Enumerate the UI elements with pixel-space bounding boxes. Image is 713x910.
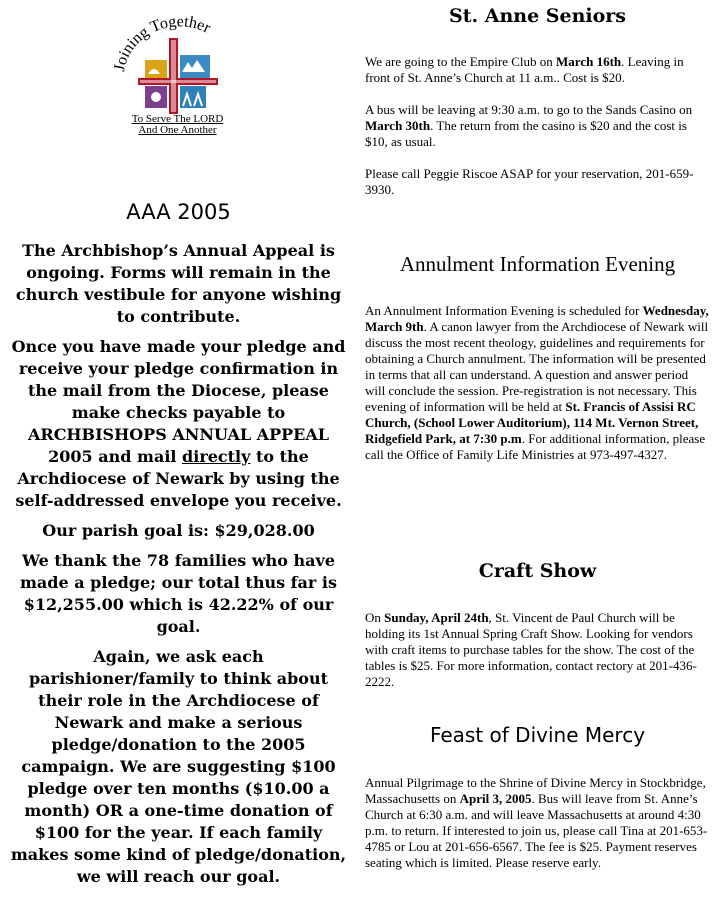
date-text: March 16th [556, 54, 622, 69]
text: . A canon lawyer from the Archdiocese of Newark will discuss the most recent theology, guidelines and requirements for obtaining a Church annulment. The information will be presented in terms that all can understand. A question and answer period will conclude the session. Pre-registration is not necessary. This evening of information will be held at [365, 319, 709, 414]
aaa-paragraph: The Archbishop’s Annual Appeal is ongoing. Forms will remain in the church vestibule for anyone wishing to contribute. [15, 241, 342, 326]
date-text: April 3, 2005 [459, 791, 532, 806]
craft-show-text [365, 610, 710, 706]
aaa-paragraph [8, 336, 349, 512]
aaa-text: to the Archdiocese of Newark by using the self-addressed envelope you receive. [15, 447, 342, 510]
aaa-paragraph: Again, we ask each parishioner/family to think about their role in the Archdiocese of Newark and make a serious pledge/donation to the 2005 campaign. We are suggesting $100 pledge over ten months ($10.00 a month) OR a one-time donation of $100 for the year. If each family makes some kind of pledge/donation, we will reach our goal. [10, 647, 347, 886]
seniors-paragraph [365, 102, 710, 150]
text: A bus will be leaving at 9:30 a.m. to go to the Sands Casino on [365, 102, 693, 117]
date-text: Wednesday, March 9th [365, 303, 709, 334]
aaa-body [8, 240, 349, 896]
text: An Annulment Information Evening is scheduled for [365, 303, 643, 318]
seniors-text [365, 54, 710, 214]
joining-together-logo [110, 10, 245, 140]
cross-logo-icon [110, 10, 245, 114]
location-text: St. Francis of Assisi RC Church, (School Lower Auditorium), 114 Mt. Vernon Street, Ridgefield Park, at 7:30 p.m [365, 399, 699, 446]
annulment-paragraph [365, 303, 710, 463]
logo-motto-line: And One Another [138, 124, 217, 136]
mercy-paragraph [365, 775, 710, 871]
parish-goal: Our parish goal is: $29,028.00 [42, 521, 315, 540]
text: . Leaving in front of St. Anne’s Church at 11 a.m.. Cost is $20. [365, 54, 684, 85]
text: We are going to the Empire Club on [365, 54, 557, 69]
text: . For additional information, please call the Office of Family Life Ministries at 973-497-4327. [365, 431, 706, 462]
annulment-text [365, 303, 710, 479]
logo-motto-line: To Serve The LORD [131, 113, 224, 125]
divine-mercy-text [365, 775, 710, 887]
annulment-title: Annulment Information Evening [399, 252, 676, 276]
aaa-text: Once you have made your pledge and receive your pledge confirmation in the mail from the Diocese, please make checks payable to ARCHBISHOPS ANNUAL APPEAL 2005 and mail [11, 337, 346, 466]
craft-show-title: Craft Show [478, 560, 597, 582]
logo-arc-text: Joining Together [111, 13, 214, 73]
text: . The return from the casino is $20 and the cost is $10, as usual. [365, 118, 687, 149]
text: . Bus will leave from St. Anne’s Church at 6:30 a.m. and will leave Massachusetts at around 4:30 p.m. to return. If interested to join us, please call Tina at 201-653-4785 or Lou at 201-656-6567. The fee is $25. Payment reserves seating which is limited. Please reserve early. [365, 791, 708, 870]
text: On [365, 610, 385, 625]
seniors-title: St. Anne Seniors [448, 5, 627, 27]
aaa-underlined-text: directly [182, 447, 251, 466]
logo-motto [110, 114, 245, 136]
aaa-paragraph: We thank the 78 families who have made a pledge; our total thus far is $12,255.00 which is 42.22% of our goal. [20, 551, 337, 636]
seniors-paragraph [365, 54, 710, 86]
text: , St. Vincent de Paul Church will be holding its 1st Annual Spring Craft Show. Looking for vendors with craft items to purchase tables for the show. The cost of the tables is $25. For more information, contact rectory at 201-436-2222. [365, 610, 697, 689]
date-text: March 30th [365, 118, 431, 133]
aaa-title: AAA 2005 [126, 200, 231, 224]
text: Annual Pilgrimage to the Shrine of Divine Mercy in Stockbridge, Massachusetts on [365, 775, 706, 806]
date-text: Sunday, April 24th [384, 610, 489, 625]
seniors-paragraph: Please call Peggie Riscoe ASAP for your reservation, 201-659-3930. [365, 166, 694, 197]
divine-mercy-title: Feast of Divine Mercy [429, 723, 646, 747]
craft-paragraph [365, 610, 710, 690]
